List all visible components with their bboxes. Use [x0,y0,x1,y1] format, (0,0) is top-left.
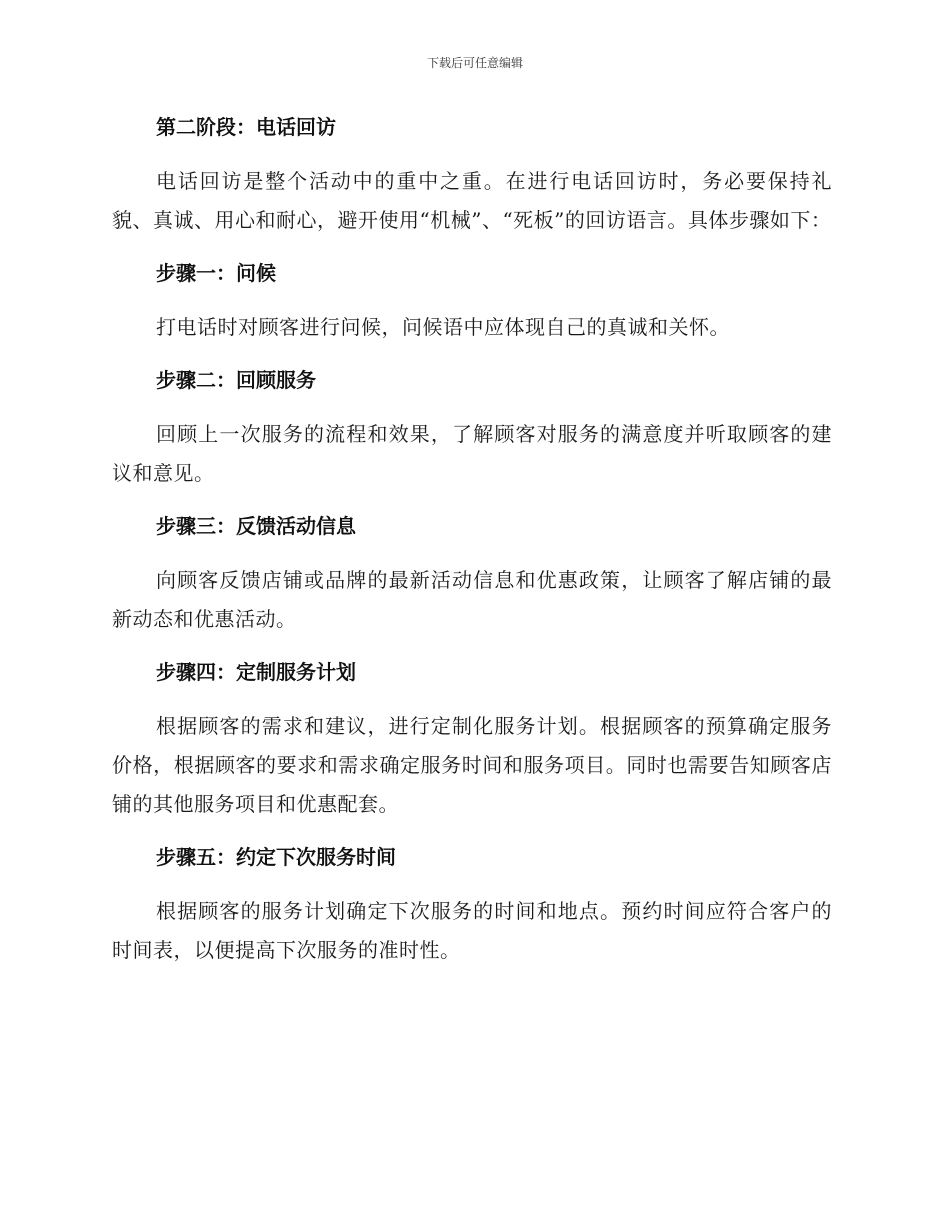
header-note: 下载后可任意编辑 [426,56,523,70]
step-2-text: 回顾上一次服务的流程和效果，了解顾客对服务的满意度并听取顾客的建议和意见。 [112,422,832,485]
step-2-title: 步骤二：回顾服务 [156,368,316,392]
step-4-text: 根据顾客的需求和建议，进行定制化服务计划。根据顾客的预算确定服务价格，根据顾客的要求和需求确定服务时间和服务项目。同时也需要告知顾客店铺的其他服务项目和优惠配套。 [112,714,832,816]
section-title: 第二阶段：电话回访 [156,115,336,139]
step-5-title: 步骤五：约定下次服务时间 [156,845,396,869]
step-3-title: 步骤三：反馈活动信息 [156,514,356,538]
intro-paragraph: 电话回访是整个活动中的重中之重。在进行电话回访时，务必要保持礼貌、真诚、用心和耐心，避开使用“机械”、“死板”的回访语言。具体步骤如下： [112,169,832,232]
step-1-title: 步骤一：问候 [156,261,276,285]
step-5-text: 根据顾客的服务计划确定下次服务的时间和地点。预约时间应符合客户的时间表，以便提高下次服务的准时性。 [112,899,832,962]
document-body [112,108,832,970]
step-4-title: 步骤四：定制服务计划 [156,660,356,684]
step-1-text: 打电话时对顾客进行问候，问候语中应体现自己的真诚和关怀。 [156,315,730,339]
step-3-text: 向顾客反馈店铺或品牌的最新活动信息和优惠政策，让顾客了解店铺的最新动态和优惠活动。 [112,568,832,631]
